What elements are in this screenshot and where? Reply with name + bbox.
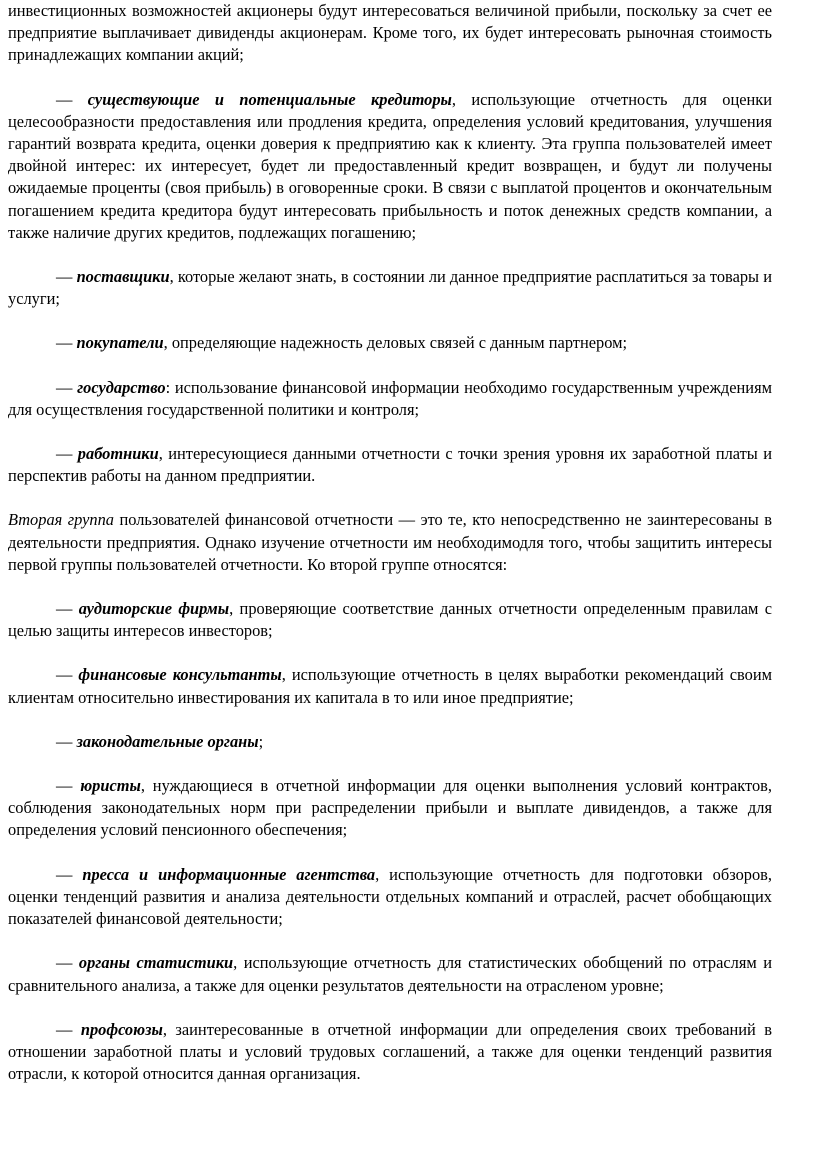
term-state: государство (77, 377, 166, 397)
list-dash: — (56, 89, 73, 109)
list-dash: — (56, 1019, 73, 1039)
list-item-text: ; (258, 731, 264, 751)
term-financial-consultants: финансовые консультанты (78, 665, 282, 685)
list-item-creditors (8, 89, 772, 244)
list-item-text: , проверяющие соответствие данных отчетности определенным правилам с целью защиты интересов инвесторов; (8, 599, 772, 641)
list-item-audit-firms (8, 598, 772, 642)
list-item-text: , которые желают знать, в состоянии ли данное предприятие расплатиться за товары и услуги; (8, 267, 772, 309)
paragraph-text: инвестиционных возможностей акционеры будут интересоваться величиной прибыли, поскольку за счет ее предприятие выплачивает дивиденды акционерам. Кроме того, их будет интересовать рыночная стоимость принадлежащих компании акций; (8, 1, 772, 65)
term-audit-firms: аудиторские фирмы (78, 599, 230, 619)
list-item-financial-consultants (8, 664, 772, 708)
second-group-lead: Вторая группа (8, 510, 114, 530)
list-item-text: , заинтересованные в отчетной информации дли определения своих требований в отношении заработной платы и условий трудовых соглашений, а также для оценки тенденций развития отрасли, к которой относится данная организация. (8, 1019, 772, 1084)
list-dash: — (56, 377, 73, 397)
list-item-suppliers (8, 266, 772, 310)
term-statistics-bodies: органы статистики (78, 953, 234, 973)
list-item-legislative-bodies (8, 731, 772, 753)
list-dash: — (56, 953, 73, 973)
term-trade-unions: профсоюзы (80, 1019, 163, 1039)
term-suppliers: поставщики (76, 267, 170, 287)
list-dash: — (56, 776, 73, 796)
list-item-text: , использующие отчетность для статистических обобщений по отраслям и сравнительного анализа, а также для оценки результатов деятельности на отрасленом уровне; (8, 953, 772, 995)
document-page (8, 0, 772, 1085)
term-buyers: покупатели (76, 333, 164, 353)
list-item-text: , использующие отчетность в целях выработки рекомендаций своим клиентам относительно инвестирования их капитала в то или иное предприятие; (8, 665, 772, 707)
list-item-state (8, 377, 772, 421)
term-lawyers: юристы (80, 776, 141, 796)
term-legislative-bodies: законодательные органы (76, 731, 259, 751)
list-dash: — (56, 864, 73, 884)
list-item-text: , интересующиеся данными отчетности с точки зрения уровня их заработной платы и перспектив работы на данном предприятии. (8, 444, 772, 486)
list-item-text: , определяющие надежность деловых связей с данным партнером; (163, 333, 628, 353)
list-dash: — (56, 731, 73, 751)
list-item-lawyers (8, 775, 772, 842)
list-dash: — (56, 599, 73, 619)
term-creditors: существующие и потенциальные кредиторы (87, 89, 452, 109)
list-dash: — (56, 665, 73, 685)
list-dash: — (56, 267, 73, 287)
term-employees: работники (77, 444, 159, 464)
list-dash: — (56, 333, 73, 353)
paragraph-second-group (8, 509, 772, 576)
list-item-trade-unions (8, 1019, 772, 1086)
list-item-text: , использующие отчетность для подготовки обзоров, оценки тенденций развития и анализа деятельности отдельных компаний и отраслей, расчет обобщающих показателей финансовой деятельности; (8, 864, 772, 929)
list-item-buyers (8, 332, 772, 354)
list-item-employees (8, 443, 772, 487)
list-item-text: : использование финансовой информации необходимо государственным учреждениям для осуществления государственной политики и контроля; (8, 377, 772, 419)
list-item-text: , нуждающиеся в отчетной информации для оценки выполнения условий контрактов, соблюдения законодательных норм при распределении прибыли и выплате дивидендов, а также для определения условий пенсионного обеспечения; (8, 776, 772, 840)
paragraph-text: пользователей финансовой отчетности — это те, кто непосредственно не заинтересованы в деятельности предприятия. Однако изучение отчетности им необходимодля того, чтобы защитить интересы первой группы пользователей отчетности. Ко второй группе относятся: (8, 510, 772, 574)
list-item-text: , использующие отчетность для оценки целесообразности предоставления или продления кредита, определения условий кредитования, улучшения гарантий возврата кредита, оценки доверия к предприятию как к клиенту. Эта группа пользователей имеет двойной интерес: их интересует, будет ли предоставленный кредит возвращен, и будут ли получены ожидаемые проценты (своя прибыль) в оговоренные сроки. В связи с выплатой процентов и окончательным погашением кредита кредитора будут интересовать прибыльность и поток денежных средств компании, а также наличие других кредитов, подлежащих погашению; (8, 89, 772, 242)
list-item-press (8, 864, 772, 931)
list-dash: — (56, 444, 73, 464)
list-item-statistics-bodies (8, 952, 772, 996)
paragraph-shareholders-continued (8, 0, 772, 67)
term-press: пресса и информационные агентства (82, 864, 376, 884)
